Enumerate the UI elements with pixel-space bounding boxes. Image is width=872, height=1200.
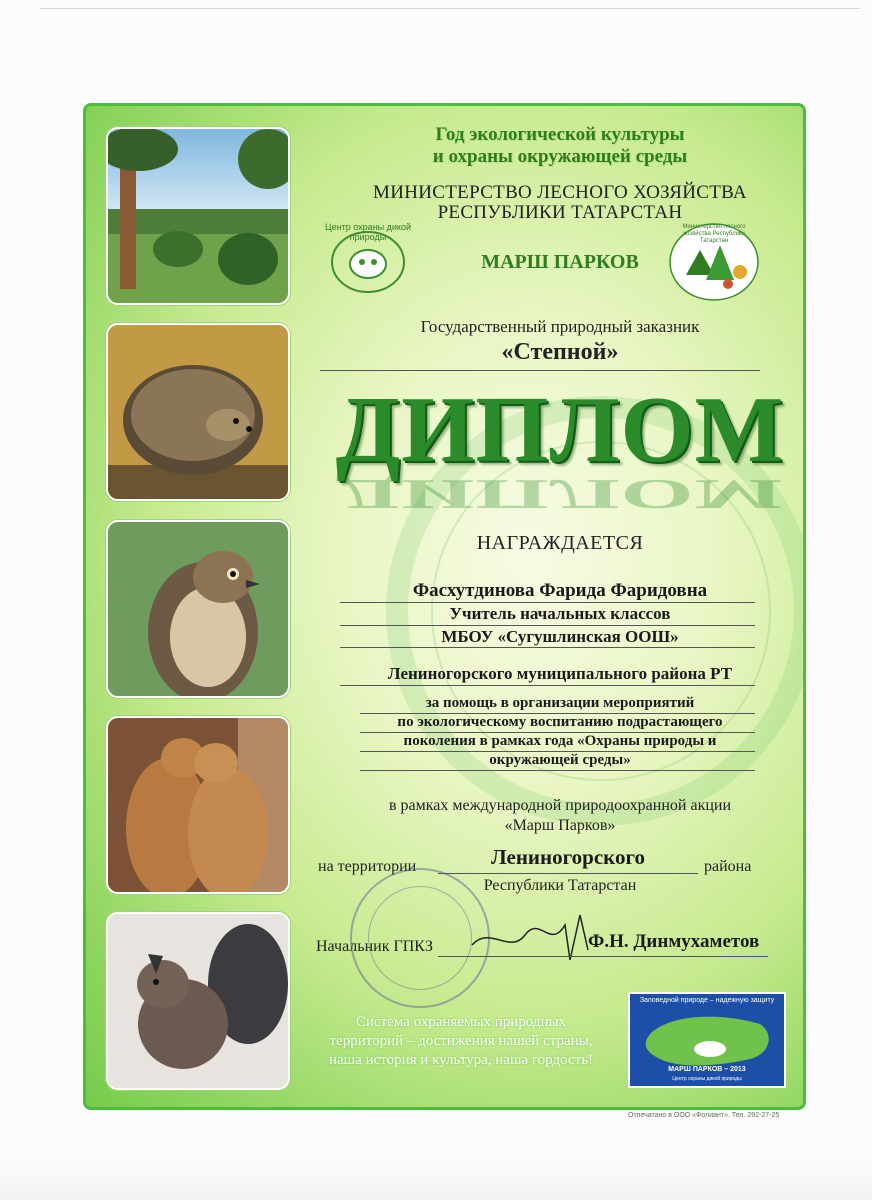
reason-underline-4 xyxy=(360,770,755,771)
recipient-district: Лениногорского муниципального района РТ xyxy=(387,664,733,683)
slogan-line1: Система охраняемых природных xyxy=(355,1014,567,1030)
year-title-line1: Год экологической культуры xyxy=(435,124,685,145)
territory-value: Лениногорского xyxy=(491,845,645,869)
ministry-logo xyxy=(666,220,762,304)
scan-edge xyxy=(40,8,860,9)
divider-line xyxy=(320,370,760,371)
territory-republic: Республики Татарстан xyxy=(483,877,637,894)
signature-name: Ф.Н. Динмухаметов xyxy=(588,931,760,952)
signature-underline xyxy=(438,956,768,957)
prairie-dogs-photo xyxy=(106,716,290,894)
position-underline xyxy=(340,625,755,626)
slogan-line2: территорий – достижения нашей страны, xyxy=(329,1033,593,1049)
reason-underline-1 xyxy=(360,713,755,714)
diploma-title-reflection: ДИПЛОМ xyxy=(335,470,785,518)
reserve-name: «Степной» xyxy=(501,339,619,365)
march-of-parks-badge xyxy=(628,992,786,1088)
territory-underline xyxy=(438,873,698,874)
badge-top-text: Заповедной природе – надежную защиту xyxy=(639,997,775,1004)
scan-bottom xyxy=(0,1155,872,1200)
print-note: Отпечатано в ООО «Фолиант». Тел. 292-27-25 xyxy=(628,1112,780,1119)
slogan xyxy=(296,1013,626,1070)
hawk-photo xyxy=(106,520,290,698)
diploma-title: ДИПЛОМ xyxy=(335,378,785,482)
badge-sub-text: Центр охраны дикой природы xyxy=(672,1076,742,1082)
recipient-position: Учитель начальных классов xyxy=(449,604,671,623)
slogan-line3: наша история и культура, наша гордость! xyxy=(328,1052,594,1068)
reason-underline-2 xyxy=(360,732,755,733)
recipient-school: МБОУ «Сугушлинская ООШ» xyxy=(441,627,679,646)
ministry-title xyxy=(310,183,810,223)
reserve-type: Государственный природный заказник xyxy=(420,317,700,336)
reason-underline-3 xyxy=(360,751,755,752)
recipient-name: Фасхутдинова Фарида Фаридовна xyxy=(412,580,708,601)
ministry-line2: РЕСПУБЛИКИ ТАТАРСТАН xyxy=(437,202,683,223)
year-title-line2: и охраны окружающей среды xyxy=(432,146,688,167)
school-underline xyxy=(340,647,755,648)
name-underline xyxy=(340,602,755,603)
action-line1: в рамках международной природоохранной акции xyxy=(388,797,732,814)
reason-line2: по экологическому воспитанию подрастающего xyxy=(397,714,723,730)
reason-line3: поколения в рамках года «Охраны природы и xyxy=(403,733,717,749)
ministry-logo-text: Министерство лесного хозяйства Республики Татарстан xyxy=(682,224,746,244)
district-underline xyxy=(340,685,755,686)
reason-line1: за помощь в организации мероприятий xyxy=(425,695,695,711)
territory-suffix: района xyxy=(704,858,752,875)
badge-bottom-text: МАРШ ПАРКОВ – 2013 xyxy=(668,1066,746,1073)
signature-scribble xyxy=(470,905,600,970)
year-title xyxy=(310,124,810,168)
wildlife-center-logo-text: Центр охраны дикой природы xyxy=(325,222,411,242)
ministry-line1: МИНИСТЕРСТВО ЛЕСНОГО ХОЗЯЙСТВА xyxy=(373,182,747,203)
squirrel-photo xyxy=(106,912,290,1090)
action-line2: «Марш Парков» xyxy=(504,817,616,834)
awarded-label: НАГРАЖДАЕТСЯ xyxy=(476,532,644,554)
hedgehog-photo xyxy=(106,323,290,501)
forest-photo xyxy=(106,127,290,305)
territory-prefix: на территории xyxy=(318,858,417,875)
signature-label: Начальник ГПКЗ xyxy=(316,938,433,955)
reason-line4: окружающей среды» xyxy=(489,752,631,768)
march-of-parks: МАРШ ПАРКОВ xyxy=(481,251,639,273)
